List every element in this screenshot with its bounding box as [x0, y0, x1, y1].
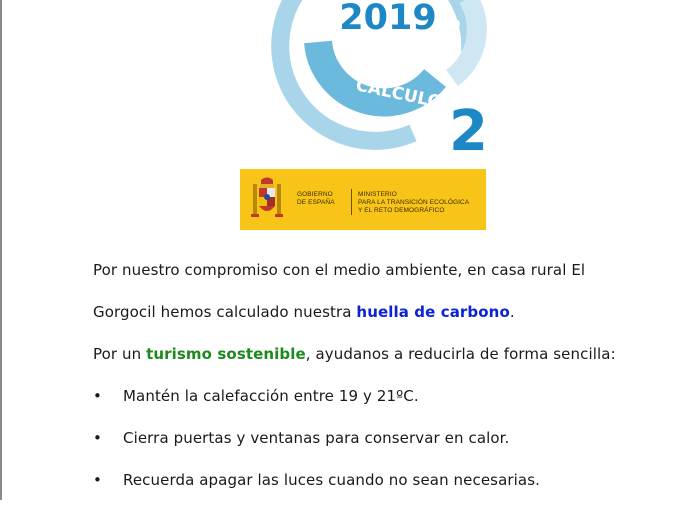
paragraph-1-line-2 — [93, 298, 663, 340]
list-item — [93, 424, 663, 466]
calculo-compenso-logo — [240, 0, 490, 160]
p2-pre: Por un — [93, 345, 147, 363]
government-banner — [240, 169, 486, 230]
p1-post: . — [509, 303, 515, 321]
ministry-label: MINISTERIO PARA LA TRANSICIÓN ECOLÓGICA Y EL RETO DEMOGRÁFICO — [358, 191, 470, 214]
carbon-footprint-text — [93, 256, 663, 508]
list-item — [93, 466, 663, 508]
list-item-text: Recuerda apagar las luces cuando no sean necesarias. — [123, 471, 540, 489]
p2-post: , ayudanos a reducirla de forma sencilla: — [305, 345, 616, 363]
logo-compenso-text: PENSO — [437, 17, 465, 70]
logo-calculo-text: CALCULO — [353, 75, 444, 114]
logo-number: 2 — [449, 99, 488, 160]
p1-pre: Gorgocil hemos calculado nuestra — [93, 303, 357, 321]
tips-list — [93, 382, 663, 508]
banner-divider — [351, 189, 352, 215]
page-border — [0, 0, 2, 500]
list-item-text: Mantén la calefacción entre 19 y 21ºC. — [123, 387, 419, 405]
paragraph-1-line-1: Por nuestro compromiso con el medio ambiente, en casa rural El — [93, 261, 586, 279]
bullet-icon: • — [93, 387, 102, 405]
government-label: GOBIERNO DE ESPAÑA — [297, 191, 335, 206]
spain-coat-of-arms-icon — [249, 176, 285, 222]
bullet-icon: • — [93, 429, 102, 447]
list-item-text: Cierra puertas y ventanas para conservar en calor. — [123, 429, 510, 447]
sustainable-tourism-highlight: turismo sostenible — [146, 345, 306, 363]
logo-year: 2019 — [339, 0, 437, 38]
carbon-footprint-highlight: huella de carbono — [356, 303, 510, 321]
list-item — [93, 382, 663, 424]
bullet-icon: • — [93, 471, 102, 489]
paragraph-2 — [93, 340, 663, 382]
